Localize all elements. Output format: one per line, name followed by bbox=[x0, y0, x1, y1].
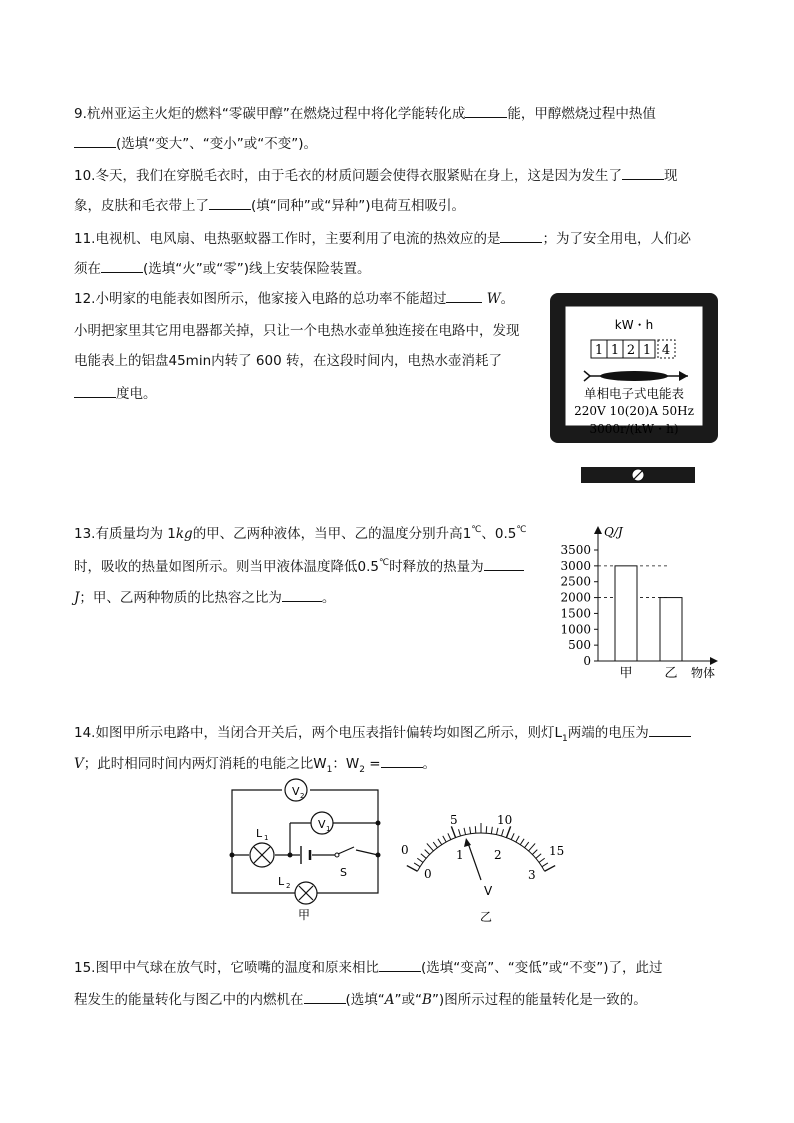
dial-tick bbox=[491, 827, 492, 834]
dial-tick bbox=[451, 826, 455, 837]
q12-line-1: 12.小明家的电能表如图所示，他家接入电路的总功率不能超过 W。 bbox=[74, 291, 515, 307]
junction-right-top bbox=[376, 821, 381, 826]
voltmeter-v2-icon bbox=[285, 779, 307, 801]
counter-digit-3: 2 bbox=[626, 343, 636, 358]
q12-line-2: 小明把家里其它用电器都关掉，只让一个电热水壶单独连接在电路中，发现 bbox=[74, 323, 520, 339]
counter-digit-5: 4 bbox=[661, 343, 671, 358]
counter-digit-4: 1 bbox=[642, 343, 652, 358]
switch-s-icon bbox=[335, 847, 354, 857]
lamp-l2-label: L bbox=[278, 875, 285, 888]
x-category-label: 甲 bbox=[619, 666, 633, 681]
dial-tick bbox=[443, 836, 446, 842]
bar bbox=[660, 598, 682, 661]
dial-tick bbox=[539, 858, 545, 862]
dial-tick bbox=[425, 850, 430, 855]
dial-inner-2: 2 bbox=[494, 848, 502, 862]
lamp-l1-label: L bbox=[256, 827, 263, 840]
y-axis-arrow-icon bbox=[594, 526, 602, 534]
dial-tick bbox=[438, 839, 442, 845]
junction-mid bbox=[288, 853, 293, 858]
dial-tick bbox=[421, 854, 426, 859]
circuit-diagram bbox=[222, 775, 392, 925]
dial-tick bbox=[506, 826, 510, 837]
q12-blank-2[interactable] bbox=[74, 384, 116, 398]
dial-outer-10: 10 bbox=[497, 813, 513, 827]
dial-tick bbox=[525, 842, 529, 848]
voltmeter-dial-figure bbox=[396, 800, 576, 925]
q11-blank-2[interactable] bbox=[101, 259, 143, 273]
q14-line-1: 14.如图甲所示电路中，当闭合开关后，两个电压表指针偏转均如图乙所示，则灯$L_1$两端的电压为 bbox=[74, 723, 691, 744]
dial-inner-0: 0 bbox=[424, 867, 432, 881]
voltmeter-v1-icon bbox=[311, 812, 333, 834]
y-tick-label: 2000 bbox=[560, 590, 591, 605]
dial-tick bbox=[532, 850, 537, 855]
q13-line-2: 时，吸收的热量如图所示。则当甲液体温度降低0.5℃时释放的热量为 bbox=[74, 557, 524, 578]
dial-unit: V bbox=[484, 884, 493, 898]
dial-tick bbox=[529, 843, 536, 851]
q15-blank-1[interactable] bbox=[379, 958, 421, 972]
q12-line-3: 电能表上的铝盘45min内转了 600 转，在这段时间内，电热水壶消耗了 bbox=[74, 353, 502, 369]
q13-blank-1[interactable] bbox=[484, 557, 524, 571]
svg-text:2: 2 bbox=[300, 792, 305, 800]
q14-line-2: V；此时相同时间内两灯消耗的电能之比$W_1$：$W_2$ = 。 bbox=[74, 756, 437, 775]
heat-bar-chart bbox=[540, 520, 730, 690]
energy-meter-figure bbox=[548, 291, 720, 487]
meter-unit: kW・h bbox=[614, 318, 654, 332]
dial-caption: 乙 bbox=[480, 910, 493, 924]
x-category-label: 乙 bbox=[664, 666, 678, 681]
y-tick-label: 500 bbox=[568, 638, 591, 653]
q15-blank-2[interactable] bbox=[304, 990, 346, 1004]
y-tick-label: 1000 bbox=[560, 622, 591, 637]
dial-tick bbox=[475, 826, 476, 833]
dial-tick bbox=[459, 829, 461, 836]
y-tick-label: 3500 bbox=[560, 543, 591, 557]
dial-outer-5: 5 bbox=[450, 813, 458, 827]
q11-line-2: 须在 (选填“火”或“零”)线上安装保险装置。 bbox=[74, 261, 371, 277]
dial-tick bbox=[520, 839, 524, 845]
dial-tick bbox=[433, 842, 437, 848]
dial-ticks bbox=[407, 823, 555, 871]
q10-line-1: 10.冬天，我们在穿脱毛衣时，由于毛衣的材质问题会使得衣服紧贴在身上，这是因为发生了 现 bbox=[74, 168, 678, 184]
q14-blank-2[interactable] bbox=[381, 754, 423, 768]
lamp-l2-sub: 2 bbox=[286, 882, 291, 890]
meter-spec-1: 220V 10(20)A 50Hz bbox=[574, 404, 694, 418]
bar bbox=[615, 566, 637, 661]
junction-right bbox=[376, 853, 381, 858]
dial-arc bbox=[417, 833, 544, 871]
q11-line-1: 11.电视机、电风扇、电热驱蚊器工作时，主要利用了电流的热效应的是 ；为了安全用电，人们必 bbox=[74, 231, 691, 247]
dial-tick bbox=[427, 843, 434, 851]
x-axis-label: 物体 bbox=[691, 666, 716, 680]
dial-tick bbox=[448, 833, 451, 839]
dial-tick bbox=[536, 854, 541, 859]
meter-spec-2: 3000r/(kW・h) bbox=[589, 422, 679, 436]
lamp-l2-icon bbox=[295, 882, 317, 904]
dial-inner-3: 3 bbox=[528, 868, 536, 882]
q9-blank-1[interactable] bbox=[465, 104, 507, 118]
dial-tick bbox=[407, 866, 418, 872]
junction-left bbox=[230, 853, 235, 858]
q12-blank-1[interactable] bbox=[446, 289, 482, 303]
dial-tick bbox=[464, 828, 466, 835]
q9-line-1: 9.杭州亚运主火炬的燃料“零碳甲醇”在燃烧过程中将化学能转化成 能，甲醇燃烧过程中热值 bbox=[74, 106, 656, 122]
x-axis-arrow-icon bbox=[710, 657, 718, 665]
y-tick-label: 0 bbox=[583, 654, 591, 668]
lamp-l1-icon bbox=[250, 843, 274, 867]
battery-icon bbox=[301, 846, 310, 864]
dial-outer-0: 0 bbox=[401, 843, 409, 857]
dial-tick bbox=[417, 858, 423, 862]
svg-text:V: V bbox=[292, 785, 300, 798]
dial-tick bbox=[545, 866, 556, 872]
counter-digit-2: 1 bbox=[610, 343, 620, 358]
meter-counter bbox=[591, 340, 675, 358]
dial-tick bbox=[470, 827, 471, 834]
q9-line-2: (选填“变大”、“变小”或“不变”)。 bbox=[74, 134, 317, 153]
dial-tick bbox=[501, 829, 503, 836]
q15-line-2: 程发生的能量转化与图乙中的内燃机在 (选填“A”或“B”)图所示过程的能量转化是一致的。 bbox=[74, 992, 647, 1008]
dial-tick bbox=[486, 826, 487, 833]
meter-name: 单相电子式电能表 bbox=[583, 386, 685, 401]
circuit-caption: 甲 bbox=[298, 908, 311, 922]
y-tick-label: 1500 bbox=[560, 606, 591, 621]
svg-text:1: 1 bbox=[326, 825, 331, 833]
dial-tick bbox=[496, 828, 498, 835]
svg-text:V: V bbox=[318, 818, 326, 831]
q10-blank-2[interactable] bbox=[209, 196, 251, 210]
q10-blank-1[interactable] bbox=[622, 166, 664, 180]
lamp-l1-sub: 1 bbox=[264, 834, 269, 842]
q10-line-2: 象，皮肤和毛衣带上了 (填“同种”或“异种”)电荷互相吸引。 bbox=[74, 198, 466, 214]
q13-line-3: J；甲、乙两种物质的比热容之比为 。 bbox=[74, 590, 336, 606]
q14-blank-1[interactable] bbox=[649, 723, 691, 737]
q11-blank-1[interactable] bbox=[500, 229, 542, 243]
switch-label: S bbox=[340, 866, 347, 879]
y-tick-label: 3000 bbox=[560, 558, 591, 573]
q13-blank-2[interactable] bbox=[282, 588, 322, 602]
q9-blank-2[interactable] bbox=[74, 134, 116, 148]
q13-line-1: 13.有质量均为 1kg的甲、乙两种液体，当甲、乙的温度分别升高1℃、0.5℃ bbox=[74, 525, 527, 542]
dial-inner-1: 1 bbox=[456, 848, 464, 862]
dial-tick bbox=[511, 833, 514, 839]
q15-line-1: 15.图甲中气球在放气时，它喷嘴的温度和原来相比 (选填“变高”、“变低”或“不变”)了，此过 bbox=[74, 960, 663, 976]
dial-tick bbox=[542, 863, 548, 867]
counter-digit-1: 1 bbox=[594, 343, 604, 358]
dial-pointer bbox=[464, 838, 481, 880]
y-tick-label: 2500 bbox=[560, 574, 591, 589]
dial-outer-15: 15 bbox=[549, 844, 565, 858]
dial-tick bbox=[516, 836, 519, 842]
dial-tick bbox=[414, 863, 420, 867]
circuit-wires bbox=[232, 790, 378, 893]
y-axis-label: Q/J bbox=[604, 525, 623, 539]
q12-line-4: 度电。 bbox=[74, 384, 157, 403]
